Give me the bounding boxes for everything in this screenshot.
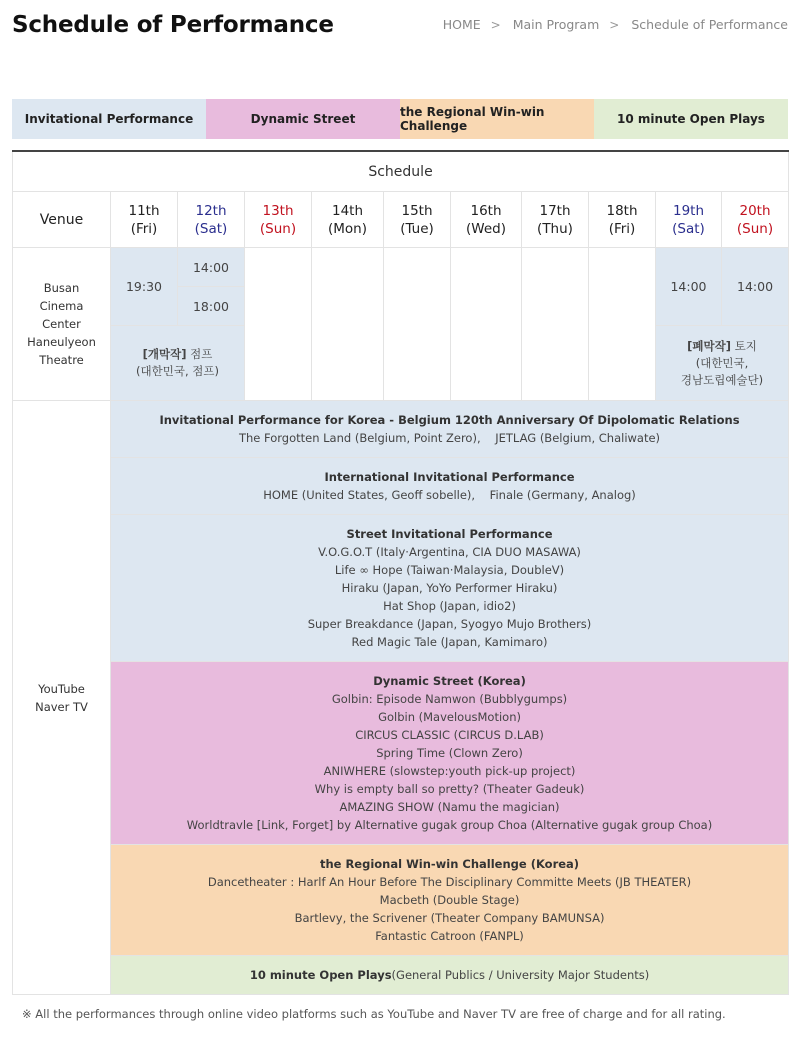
list-item: Why is empty ball so pretty? (Theater Gadeuk) — [314, 782, 585, 796]
day-header-18: 18th (Fri) — [589, 192, 656, 248]
list-item: Macbeth (Double Stage) — [379, 893, 520, 907]
list-item: Super Breakdance (Japan, Syogyo Mujo Brothers) — [307, 617, 592, 631]
list-item: Red Magic Tale (Japan, Kamimaro) — [351, 635, 548, 649]
opening-performance — [111, 326, 245, 401]
block-belgium-anniversary: Invitational Performance for Korea - Belgium 120th Anniversary Of Dipolomatic Relations The Forgotten Land (Belgium, Point Zero), JETLAG (Belgium, Chaliwate) — [111, 401, 789, 458]
schedule-table — [12, 150, 789, 995]
closing-performance: [폐막작] 토지 (대한민국, 경남도립예술단) — [656, 326, 789, 401]
schedule-header: Schedule — [13, 151, 789, 192]
day-header-13: 13th (Sun) — [245, 192, 312, 248]
block-street-invitational: Street Invitational Performance V.O.G.O.T (Italy·Argentina, CIA DUO MASAWA) Life ∞ Hope (Taiwan·Malaysia, DoubleV) Hiraku (Japan, YoYo Performer Hiraku) Hat Shop (Japan, idio2) Super Breakdance (Japan, Syogyo Mujo Brothers) Red Magic Tale (Japan, Kamimaro) — [111, 515, 789, 662]
day-header-15: 15th (Tue) — [384, 192, 451, 248]
legend-invitational: Invitational Performance — [12, 99, 206, 139]
breadcrumb-current: Schedule of Performance — [631, 17, 788, 32]
list-item: Golbin (MavelousMotion) — [378, 710, 521, 724]
day-header-17: 17th (Thu) — [522, 192, 589, 248]
opening-title: 점프 — [190, 347, 213, 361]
list-item: CIRCUS CLASSIC (CIRCUS D.LAB) — [355, 728, 544, 742]
empty-slot — [589, 248, 656, 401]
list-item: Life ∞ Hope (Taiwan·Malaysia, DoubleV) — [334, 563, 565, 577]
footnote: ※ All the performances through online video platforms such as YouTube and Naver TV are free of charge and for all rating. — [22, 1007, 726, 1021]
day-header-11: 11th (Fri) — [111, 192, 178, 248]
empty-slot — [384, 248, 451, 401]
venue-header: Venue — [13, 192, 111, 248]
chevron-right-icon: > — [609, 18, 620, 32]
venue-busan-cinema-center: Busan Cinema Center Haneulyeon Theatre — [13, 248, 111, 401]
list-item: The Forgotten Land (Belgium, Point Zero), JETLAG (Belgium, Chaliwate) — [238, 431, 661, 445]
time-11-evening: 19:30 — [111, 248, 178, 326]
program-legend — [12, 99, 788, 139]
day-header-20: 20th (Sun) — [722, 192, 789, 248]
time-20-afternoon: 14:00 — [722, 248, 789, 326]
opening-detail: (대한민국, 점프) — [136, 364, 219, 378]
page-title: Schedule of Performance — [12, 12, 334, 38]
list-item: Spring Time (Clown Zero) — [376, 746, 523, 760]
time-12-evening: 18:00 — [178, 287, 245, 326]
time-12-afternoon: 14:00 — [178, 248, 245, 287]
list-item: Golbin: Episode Namwon (Bubblygumps) — [331, 692, 568, 706]
list-item: Bartlevy, the Scrivener (Theater Company BAMUNSA) — [294, 911, 605, 925]
list-item: V.O.G.O.T (Italy·Argentina, CIA DUO MASAWA) — [318, 545, 581, 559]
chevron-right-icon: > — [490, 18, 501, 32]
list-item: HOME (United States, Geoff sobelle), Finale (Germany, Analog) — [263, 488, 636, 502]
closing-tag: [폐막작] — [687, 338, 731, 353]
empty-slot — [522, 248, 589, 401]
list-item: ANIWHERE (slowstep:youth pick-up project) — [323, 764, 576, 778]
block-regional-challenge: the Regional Win-win Challenge (Korea) Dancetheater : Harlf An Hour Before The Disciplinary Committe Meets (JB THEATER) Macbeth (Double Stage) Bartlevy, the Scrivener (Theater Company BAMUNSA) Fantastic Catroon (FANPL) — [111, 845, 789, 956]
legend-dynamic-street: Dynamic Street — [206, 99, 400, 139]
list-item: Worldtravle [Link, Forget] by Alternative gugak group Choa (Alternative gugak group Choa) — [186, 818, 713, 832]
venue-youtube-naver-tv: YouTube Naver TV — [13, 401, 111, 995]
list-item: Fantastic Catroon (FANPL) — [375, 929, 524, 943]
breadcrumb-home-link[interactable]: HOME — [442, 17, 481, 32]
empty-slot — [451, 248, 522, 401]
day-header-12: 12th (Sat) — [178, 192, 245, 248]
day-header-16: 16th (Wed) — [451, 192, 522, 248]
breadcrumb — [443, 17, 788, 32]
list-item: Hat Shop (Japan, idio2) — [383, 599, 516, 613]
breadcrumb-main-program-link[interactable]: Main Program — [512, 17, 600, 32]
time-19-afternoon: 14:00 — [656, 248, 722, 326]
day-header-14: 14th (Mon) — [312, 192, 384, 248]
list-item: Dancetheater : Harlf An Hour Before The Disciplinary Committe Meets (JB THEATER) — [207, 875, 692, 889]
empty-slot — [245, 248, 312, 401]
block-dynamic-street: Dynamic Street (Korea) Golbin: Episode Namwon (Bubblygumps) Golbin (MavelousMotion) CIRCUS CLASSIC (CIRCUS D.LAB) Spring Time (Clown Zero) ANIWHERE (slowstep:youth pick-up project) Why is empty ball so pretty? (Theater Gadeuk) AMAZING SHOW (Namu the magician) Worldtravle [Link, Forget] by Alternative gugak group Choa (Alternative gugak group Choa) — [111, 662, 789, 845]
empty-slot — [312, 248, 384, 401]
closing-title: 토지 — [734, 338, 757, 353]
legend-open-plays: 10 minute Open Plays — [594, 99, 788, 139]
block-open-plays: 10 minute Open Plays(General Publics / University Major Students) — [111, 956, 789, 995]
legend-regional-challenge: the Regional Win-win Challenge — [400, 99, 594, 139]
list-item: Hiraku (Japan, YoYo Performer Hiraku) — [341, 581, 558, 595]
block-international-invitational: International Invitational Performance HOME (United States, Geoff sobelle), Finale (Germany, Analog) — [111, 458, 789, 515]
list-item: AMAZING SHOW (Namu the magician) — [339, 800, 560, 814]
opening-tag: [개막작] — [142, 347, 187, 361]
day-header-19: 19th (Sat) — [656, 192, 722, 248]
